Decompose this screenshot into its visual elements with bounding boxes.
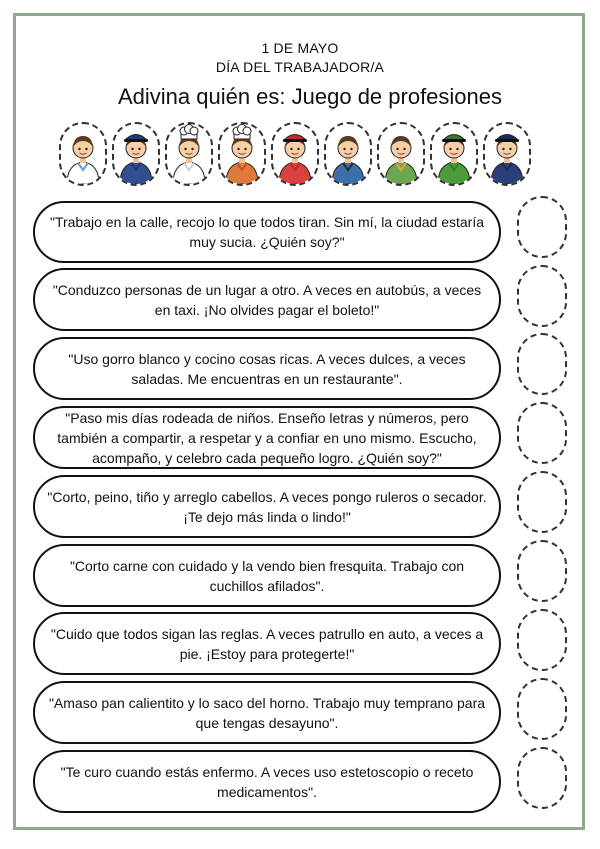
street-sweeper-icon-graphic (432, 124, 476, 184)
answer-box[interactable] (517, 333, 567, 395)
answer-box[interactable] (517, 265, 567, 327)
riddle-card: "Amaso pan calientito y lo saco del horno. Trabajo muy temprano para que tengas desayuno". (33, 681, 501, 744)
riddle-card: "Corto, peino, tiño y arreglo cabellos. A veces pongo ruleros o secador. ¡Te dejo más linda o lindo!" (33, 475, 501, 538)
page-title: Adivina quién es: Juego de profesiones (117, 84, 503, 109)
baker-icon (218, 122, 266, 186)
profession-avatars (59, 122, 529, 188)
riddle-card: "Trabajo en la calle, recojo lo que todos tiran. Sin mí, la ciudad estaría muy sucia. ¿Quién soy?" (33, 201, 501, 263)
answer-box[interactable] (517, 609, 567, 671)
hairdresser-icon-graphic (326, 124, 370, 184)
answer-box[interactable] (517, 747, 567, 809)
answer-box[interactable] (517, 471, 567, 533)
riddle-card: "Te curo cuando estás enfermo. A veces uso estetoscopio o receto medicamentos". (33, 750, 501, 813)
doctor-icon (59, 122, 107, 186)
answer-box[interactable] (517, 196, 567, 258)
occasion-heading: DÍA DEL TRABAJADOR/A (215, 59, 385, 75)
riddle-card: "Paso mis días rodeada de niños. Enseño letras y números, pero también a compartir, a respetar y a confiar en uno mismo. Escucho, acompaño, y celebro cada pequeño logro. ¿Quién soy?" (33, 406, 501, 469)
answer-box[interactable] (517, 540, 567, 602)
bus-driver-icon (112, 122, 160, 186)
riddle-card: "Conduzco personas de un lugar a otro. A veces en autobús, a veces en taxi. ¡No olvides pagar el boleto!" (33, 268, 501, 331)
chef-icon (165, 122, 213, 186)
teacher-icon (377, 122, 425, 186)
date-heading: 1 DE MAYO (261, 40, 339, 56)
baker-icon-graphic (220, 124, 264, 184)
riddle-card: "Cuido que todos sigan las reglas. A veces patrullo en auto, a veces a pie. ¡Estoy para protegerte!" (33, 612, 501, 675)
police-icon-graphic (485, 124, 529, 184)
hairdresser-icon (324, 122, 372, 186)
teacher-icon-graphic (379, 124, 423, 184)
butcher-icon-graphic (273, 124, 317, 184)
answer-box[interactable] (517, 678, 567, 740)
bus-driver-icon-graphic (114, 124, 158, 184)
answer-box[interactable] (517, 402, 567, 464)
riddle-card: "Corto carne con cuidado y la vendo bien fresquita. Trabajo con cuchillos afilados". (33, 544, 501, 607)
police-icon (483, 122, 531, 186)
butcher-icon (271, 122, 319, 186)
doctor-icon-graphic (61, 124, 105, 184)
riddle-card: "Uso gorro blanco y cocino cosas ricas. A veces dulces, a veces saladas. Me encuentras en un restaurante". (33, 337, 501, 400)
chef-icon-graphic (167, 124, 211, 184)
street-sweeper-icon (430, 122, 478, 186)
